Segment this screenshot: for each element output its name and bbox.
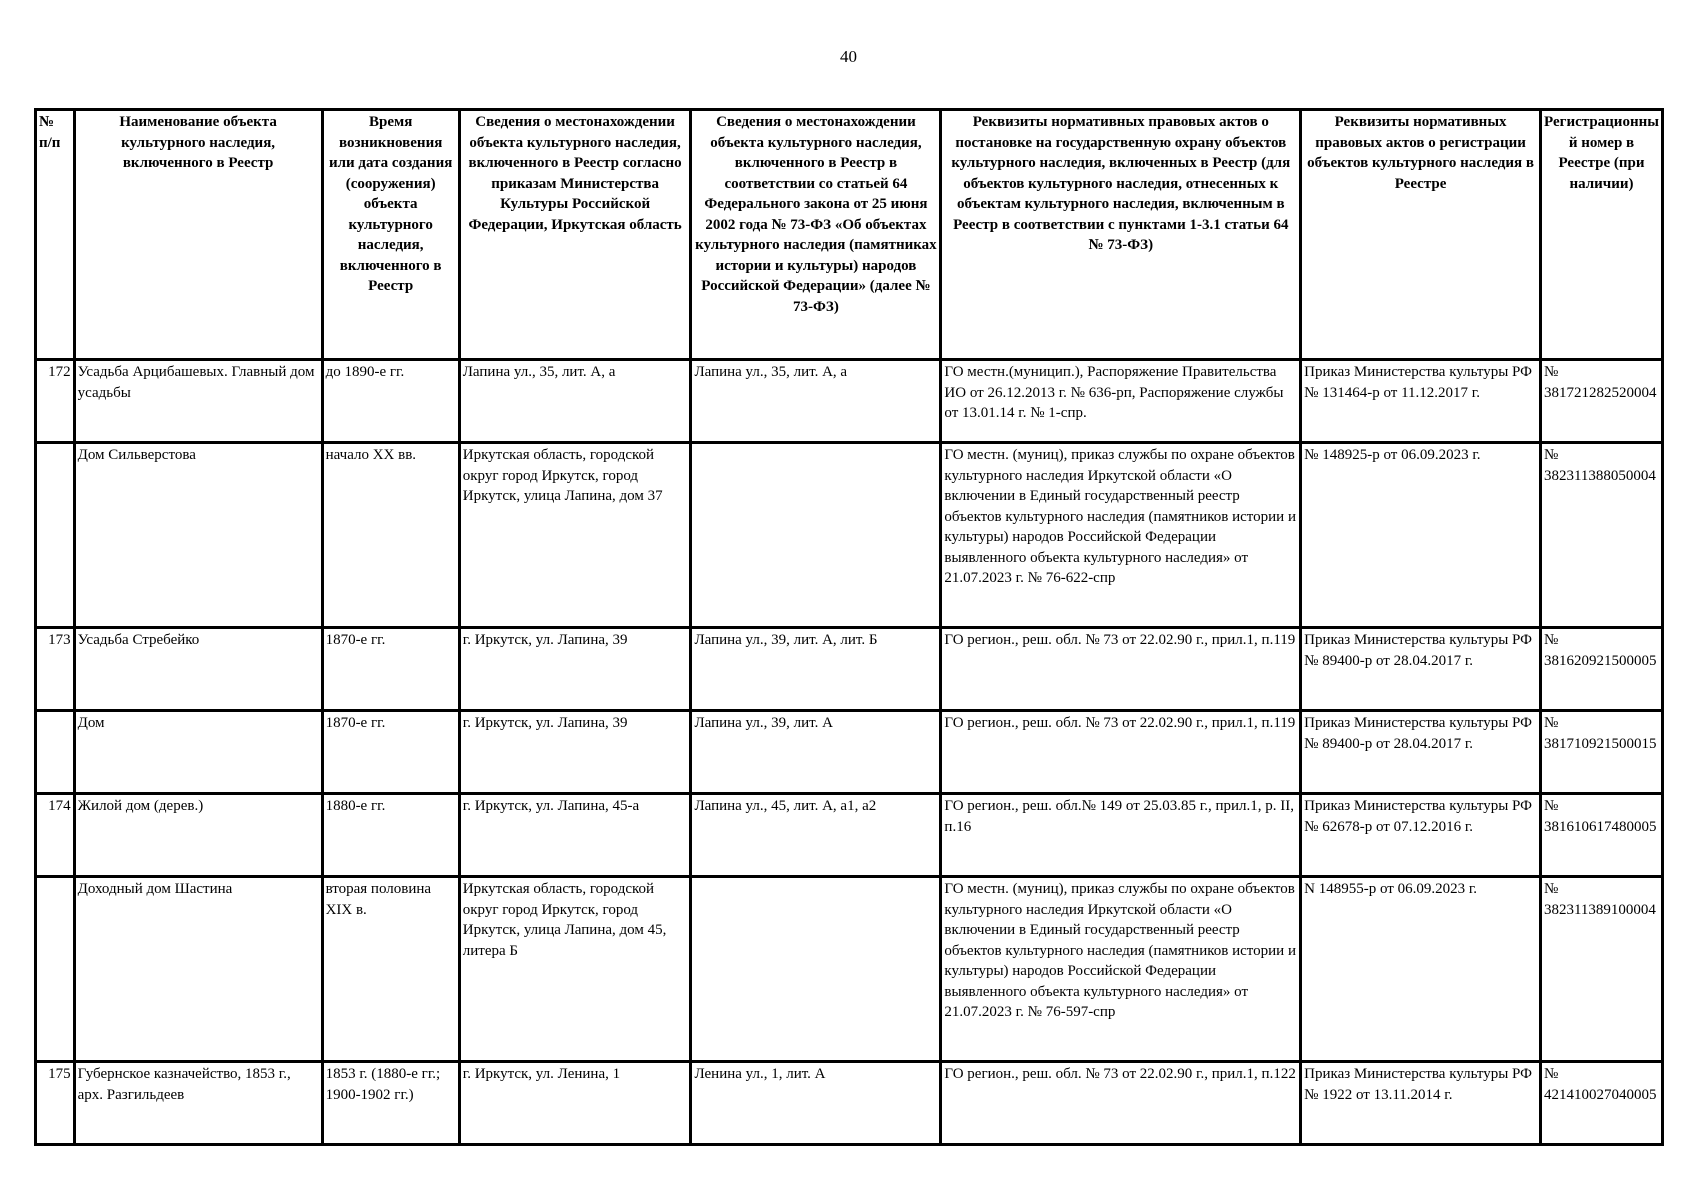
registration-acts: Приказ Министерства культуры РФ № 131464-р от 11.12.2017 г. (1301, 360, 1541, 443)
page-number: 40 (840, 47, 857, 66)
location-law: Лапина ул., 45, лит. А, а1, а2 (691, 794, 941, 877)
location-order: г. Иркутск, ул. Лапина, 39 (459, 628, 691, 711)
table-row (36, 443, 1663, 628)
protection-acts: ГО местн.(муницип.), Распоряжение Правительства ИО от 26.12.2013 г. № 636-рп, Распоряжение службы от 13.01.14 г. № 1-спр. (941, 360, 1301, 443)
registration-acts: Приказ Министерства культуры РФ № 1922 от 13.11.2014 г. (1301, 1062, 1541, 1145)
reg-number: № 381710921500015 (1540, 711, 1662, 794)
header-location-law: Сведения о местонахождении объекта культурного наследия, включенного в Реестр в соответствии со статьей 64 Федерального закона от 25 июня 2002 года № 73-ФЗ «Об объектах культурного наследия (памятниках истории и культуры) народов Российской Федерации» (далее № 73-ФЗ) (691, 110, 941, 360)
reg-number: № 381610617480005 (1540, 794, 1662, 877)
location-order: г. Иркутск, ул. Лапина, 39 (459, 711, 691, 794)
location-order: Иркутская область, городской округ город Иркутск, город Иркутск, улица Лапина, дом 45, литера Б (459, 877, 691, 1062)
table-row (36, 794, 1663, 877)
header-reg-number: Регистрационный номер в Реестре (при наличии) (1540, 110, 1662, 360)
location-law: Лапина ул., 39, лит. А (691, 711, 941, 794)
reg-number: № 381721282520004 (1540, 360, 1662, 443)
object-name: Губернское казначейство, 1853 г., арх. Разгильдеев (74, 1062, 322, 1145)
registration-acts: Приказ Министерства культуры РФ № 62678-р от 07.12.2016 г. (1301, 794, 1541, 877)
row-number: 174 (36, 794, 75, 877)
object-name: Усадьба Арцибашевых. Главный дом усадьбы (74, 360, 322, 443)
table-row (36, 628, 1663, 711)
object-name: Дом (74, 711, 322, 794)
header-name: Наименование объекта культурного наследия, включенного в Реестр (74, 110, 322, 360)
location-law: Ленина ул., 1, лит. А (691, 1062, 941, 1145)
table-header (36, 110, 1663, 360)
object-date: 1880-е гг. (322, 794, 459, 877)
location-order: Лапина ул., 35, лит. А, а (459, 360, 691, 443)
protection-acts: ГО регион., реш. обл. № 73 от 22.02.90 г., прил.1, п.119 (941, 628, 1301, 711)
object-date: 1853 г. (1880-е гг.; 1900-1902 гг.) (322, 1062, 459, 1145)
location-law: Лапина ул., 39, лит. А, лит. Б (691, 628, 941, 711)
location-order: г. Иркутск, ул. Ленина, 1 (459, 1062, 691, 1145)
location-order: г. Иркутск, ул. Лапина, 45-а (459, 794, 691, 877)
row-number: 175 (36, 1062, 75, 1145)
row-number: 172 (36, 360, 75, 443)
header-registration-acts: Реквизиты нормативных правовых актов о регистрации объектов культурного наследия в Реестре (1301, 110, 1541, 360)
location-order: Иркутская область, городской округ город Иркутск, город Иркутск, улица Лапина, дом 37 (459, 443, 691, 628)
object-date: до 1890-е гг. (322, 360, 459, 443)
header-date: Время возникновения или дата создания (сооружения) объекта культурного наследия, включенного в Реестр (322, 110, 459, 360)
row-number (36, 877, 75, 1062)
header-location-order: Сведения о местонахождении объекта культурного наследия, включенного в Реестр согласно приказам Министерства Культуры Российской Федерации, Иркутская область (459, 110, 691, 360)
reg-number: № 382311388050004 (1540, 443, 1662, 628)
protection-acts: ГО регион., реш. обл. № 73 от 22.02.90 г., прил.1, п.119 (941, 711, 1301, 794)
object-date: начало XX вв. (322, 443, 459, 628)
table-row (36, 877, 1663, 1062)
table-row (36, 711, 1663, 794)
protection-acts: ГО регион., реш. обл.№ 149 от 25.03.85 г., прил.1, р. II, п.16 (941, 794, 1301, 877)
table-row (36, 1062, 1663, 1145)
location-law: Лапина ул., 35, лит. А, а (691, 360, 941, 443)
row-number: 173 (36, 628, 75, 711)
table-row (36, 360, 1663, 443)
location-law (691, 443, 941, 628)
object-date: вторая половина XIX в. (322, 877, 459, 1062)
object-date: 1870-е гг. (322, 711, 459, 794)
header-protection-acts: Реквизиты нормативных правовых актов о постановке на государственную охрану объектов культурного наследия, включенных в Реестр (для объектов культурного наследия, отнесенных к объектам культурного наследия, включенным в Реестр в соответствии с пунктами 1-3.1 статьи 64 № 73-ФЗ) (941, 110, 1301, 360)
object-name: Доходный дом Шастина (74, 877, 322, 1062)
row-number (36, 443, 75, 628)
object-name: Жилой дом (дерев.) (74, 794, 322, 877)
object-name: Дом Сильверстова (74, 443, 322, 628)
table-body (36, 360, 1663, 1145)
protection-acts: ГО регион., реш. обл. № 73 от 22.02.90 г., прил.1, п.122 (941, 1062, 1301, 1145)
row-number (36, 711, 75, 794)
reg-number: № 381620921500005 (1540, 628, 1662, 711)
header-number: № п/п (36, 110, 75, 360)
registration-acts: Приказ Министерства культуры РФ № 89400-р от 28.04.2017 г. (1301, 711, 1541, 794)
reg-number: № 421410027040005 (1540, 1062, 1662, 1145)
registration-acts: N 148955-р от 06.09.2023 г. (1301, 877, 1541, 1062)
registration-acts: Приказ Министерства культуры РФ № 89400-р от 28.04.2017 г. (1301, 628, 1541, 711)
object-date: 1870-е гг. (322, 628, 459, 711)
header-row (36, 110, 1663, 360)
location-law (691, 877, 941, 1062)
object-name: Усадьба Стребейко (74, 628, 322, 711)
heritage-registry-table (34, 108, 1664, 1146)
registration-acts: № 148925-р от 06.09.2023 г. (1301, 443, 1541, 628)
protection-acts: ГО местн. (муниц), приказ службы по охране объектов культурного наследия Иркутской области «О включении в Единый государственный реестр объектов культурного наследия (памятников истории и культуры) народов Российской Федерации выявленного объекта культурного наследия» от 21.07.2023 г. № 76-622-спр (941, 443, 1301, 628)
reg-number: № 382311389100004 (1540, 877, 1662, 1062)
protection-acts: ГО местн. (муниц), приказ службы по охране объектов культурного наследия Иркутской области «О включении в Единый государственный реестр объектов культурного наследия (памятников истории и культуры) народов Российской Федерации выявленного объекта культурного наследия» от 21.07.2023 г. № 76-597-спр (941, 877, 1301, 1062)
